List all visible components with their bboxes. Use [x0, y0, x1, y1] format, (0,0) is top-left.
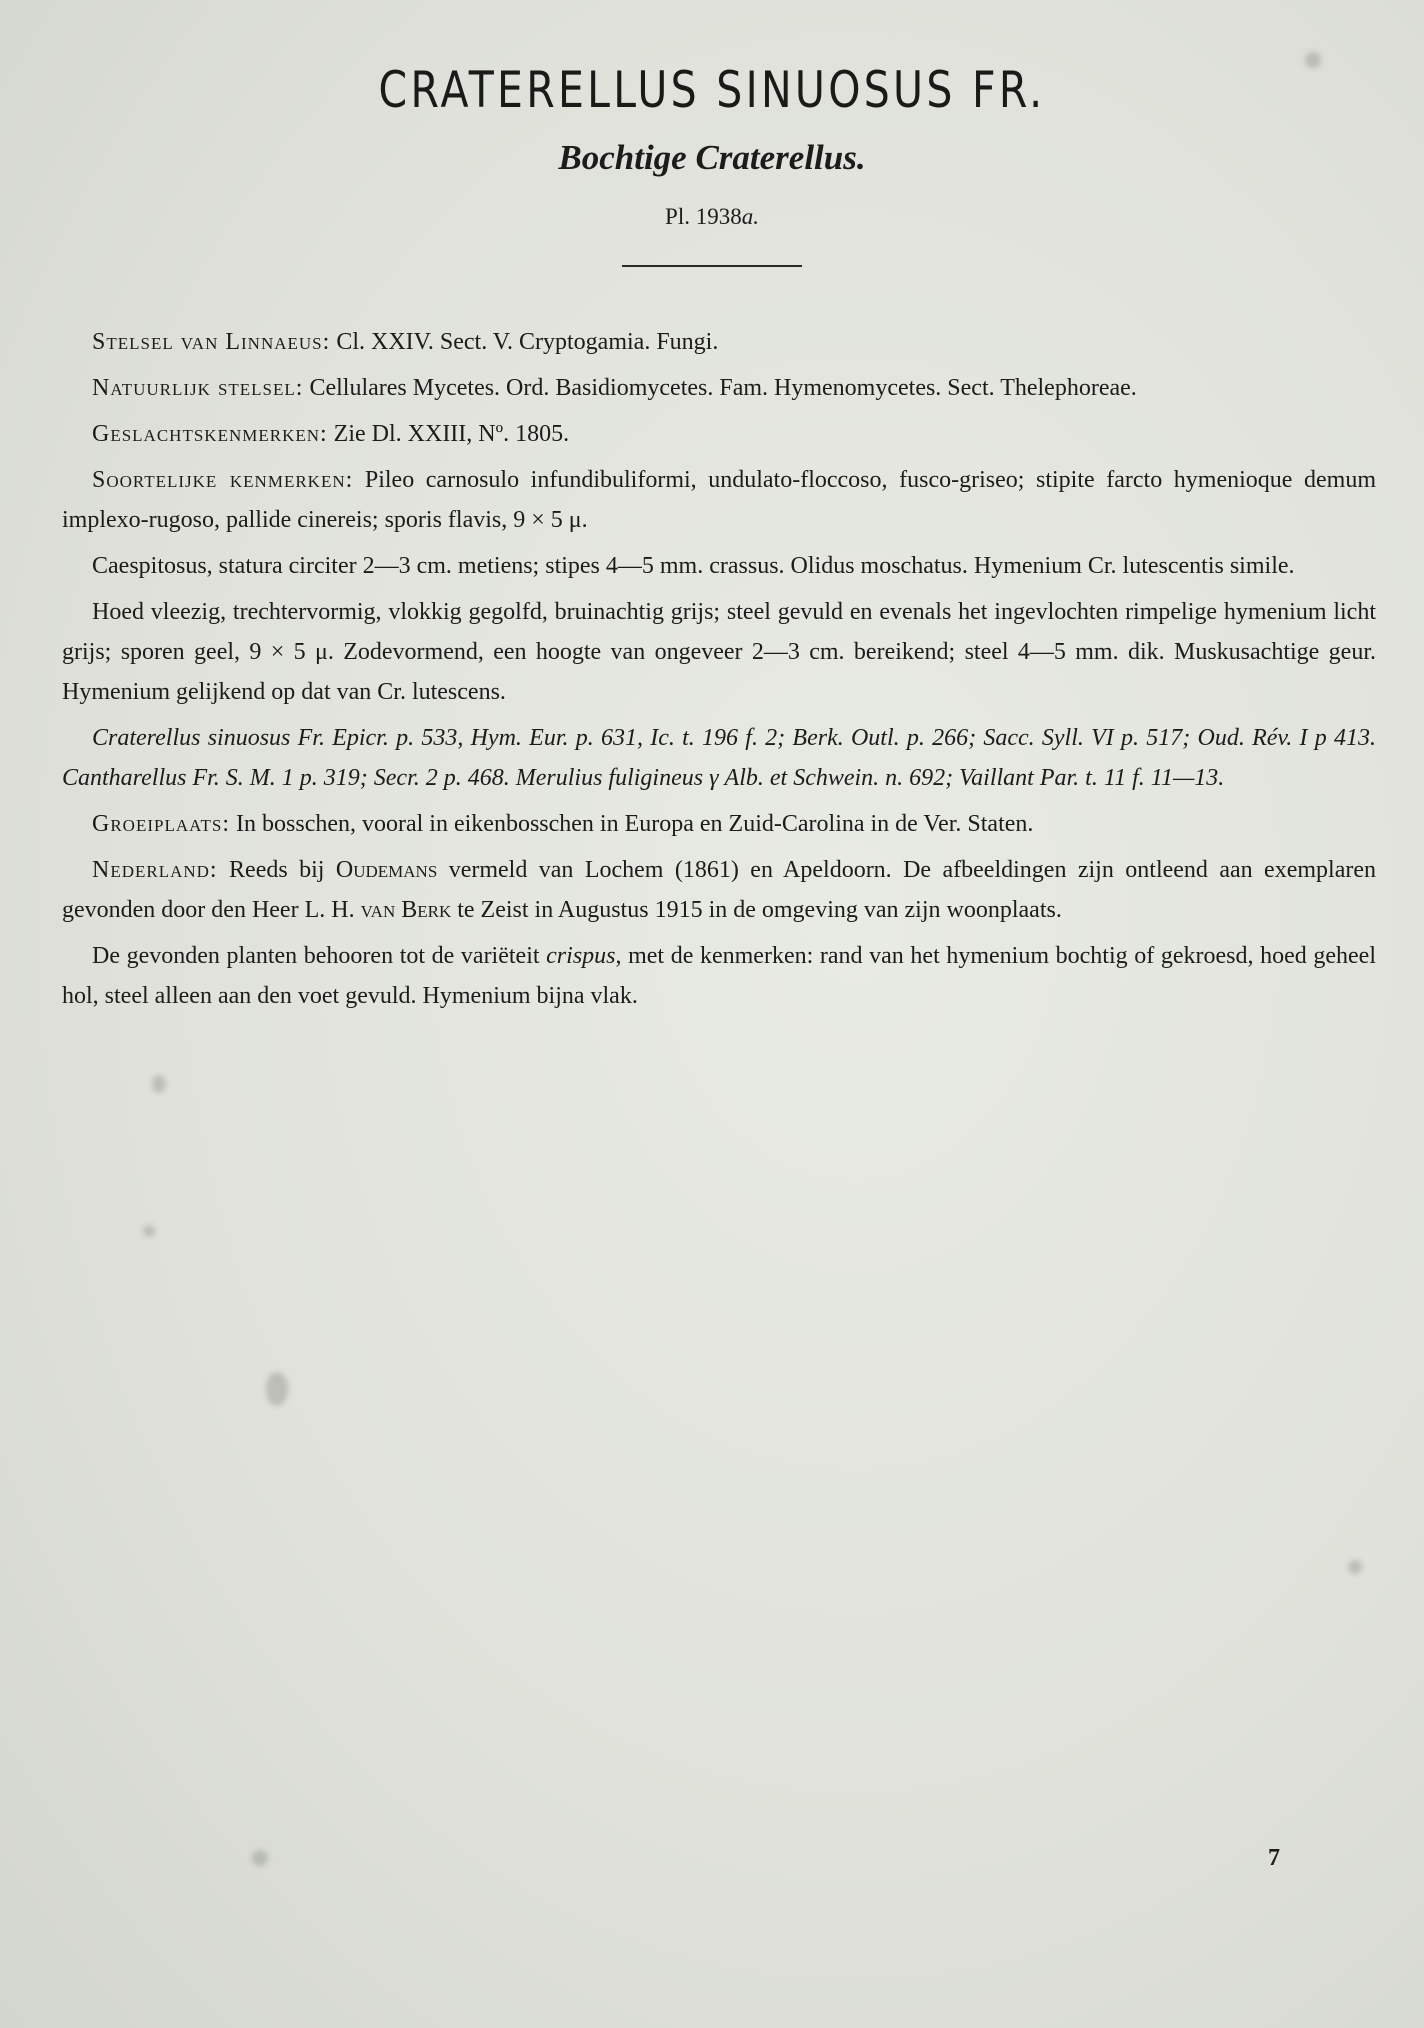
genus-paragraph: [62, 414, 1376, 454]
section-text: Cellulares Mycetes. Ord. Basidiomycetes. Fam. Hymenomycetes. Sect. Thelephoreae.: [303, 375, 1137, 401]
references-paragraph: Craterellus sinuosus Fr. Epicr. p. 533, Hym. Eur. p. 631, Ic. t. 196 f. 2; Berk. Outl. p. 266; Sacc. Syll. VI p. 517; Oud. Rév. I p 413. Cantharellus Fr. S. M. 1 p. 319; Secr. 2 p. 468. Merulius fuligineus γ Alb. et Schwein. n. 692; Vaillant Par. t. 11 f. 11—13.: [62, 725, 1376, 791]
linnaeus-paragraph: [62, 322, 1376, 362]
variety-name: crispus: [546, 943, 616, 969]
paper-stain: [266, 1372, 288, 1406]
section-label: Soortelijke kenmerken:: [92, 467, 354, 493]
page-header: [0, 60, 1424, 267]
paper-stain: [1348, 1560, 1362, 1574]
section-text: Pileo carnosulo infundibuliformi, undulato-floccoso, fusco-griseo; stipite farcto hymenioque demum implexo-rugoso, pallide cinereis; sporis flavis, 9 × 5 μ.: [62, 467, 1376, 533]
plate-number: [0, 202, 1424, 232]
page-number: 7: [1268, 1845, 1280, 1871]
document-body: [62, 322, 1376, 1022]
plate-suffix: a.: [741, 204, 759, 229]
section-text: De gevonden planten behooren tot de variëteit: [92, 943, 547, 969]
species-paragraph: [62, 460, 1376, 540]
paper-stain: [152, 1075, 166, 1093]
paper-stain: [252, 1850, 268, 1866]
dutch-description-paragraph: Hoed vleezig, trechtervormig, vlokkig gegolfd, bruinachtig grijs; steel gevuld en evenals het ingevlochten rimpelige hymenium licht grijs; sporen geel, 9 × 5 μ. Zodevormend, een hoogte van ongeveer 2—3 cm. bereikend; steel 4—5 mm. dik. Muskusachtige geur. Hymenium gelijkend op dat van Cr. lutescens.: [62, 599, 1376, 705]
netherlands-paragraph: [62, 850, 1376, 930]
variety-paragraph: [62, 936, 1376, 1016]
section-label: Nederland:: [92, 857, 218, 883]
latin-description-paragraph: Caespitosus, statura circiter 2—3 cm. metiens; stipes 4—5 mm. crassus. Olidus moschatus. Hymenium Cr. lutescentis simile.: [92, 553, 1295, 579]
person-name: Oudemans: [335, 857, 438, 883]
section-text: Reeds bij: [217, 857, 336, 883]
paper-stain: [143, 1225, 155, 1237]
common-name: Bochtige Craterellus.: [558, 138, 866, 177]
section-text: Cl. XXIV. Sect. V. Cryptogamia. Fungi.: [330, 329, 719, 355]
section-text: vermeld van Lochem (1861) en Apeldoorn. De afbeeldingen zijn ontleend aan exemplaren gevonden door den Heer L. H.: [62, 857, 1376, 923]
section-label: Geslachtskenmerken:: [92, 421, 328, 447]
page-title: CRATERELLUS SINUOSUS FR.: [378, 61, 1046, 119]
section-label: Stelsel van Linnaeus:: [92, 329, 331, 355]
person-name: van Berk: [360, 897, 452, 923]
natural-system-paragraph: [62, 368, 1376, 408]
section-label: Natuurlijk stelsel:: [92, 375, 304, 401]
section-text: te Zeist in Augustus 1915 in de omgeving van zijn woonplaats.: [451, 897, 1062, 923]
habitat-paragraph: [62, 804, 1376, 844]
section-label: Groeiplaats:: [92, 811, 231, 837]
title-divider: [622, 265, 802, 267]
section-text: , met de kenmerken: rand van het hymenium bochtig of gekroesd, hoed geheel hol, steel alleen aan den voet gevuld. Hymenium bijna vlak.: [62, 943, 1376, 1009]
plate-prefix: Pl. 1938: [665, 204, 742, 229]
section-text: In bosschen, vooral in eikenbosschen in Europa en Zuid-Carolina in de Ver. Staten.: [230, 811, 1034, 837]
section-text: Zie Dl. XXIII, Nº. 1805.: [327, 421, 570, 447]
